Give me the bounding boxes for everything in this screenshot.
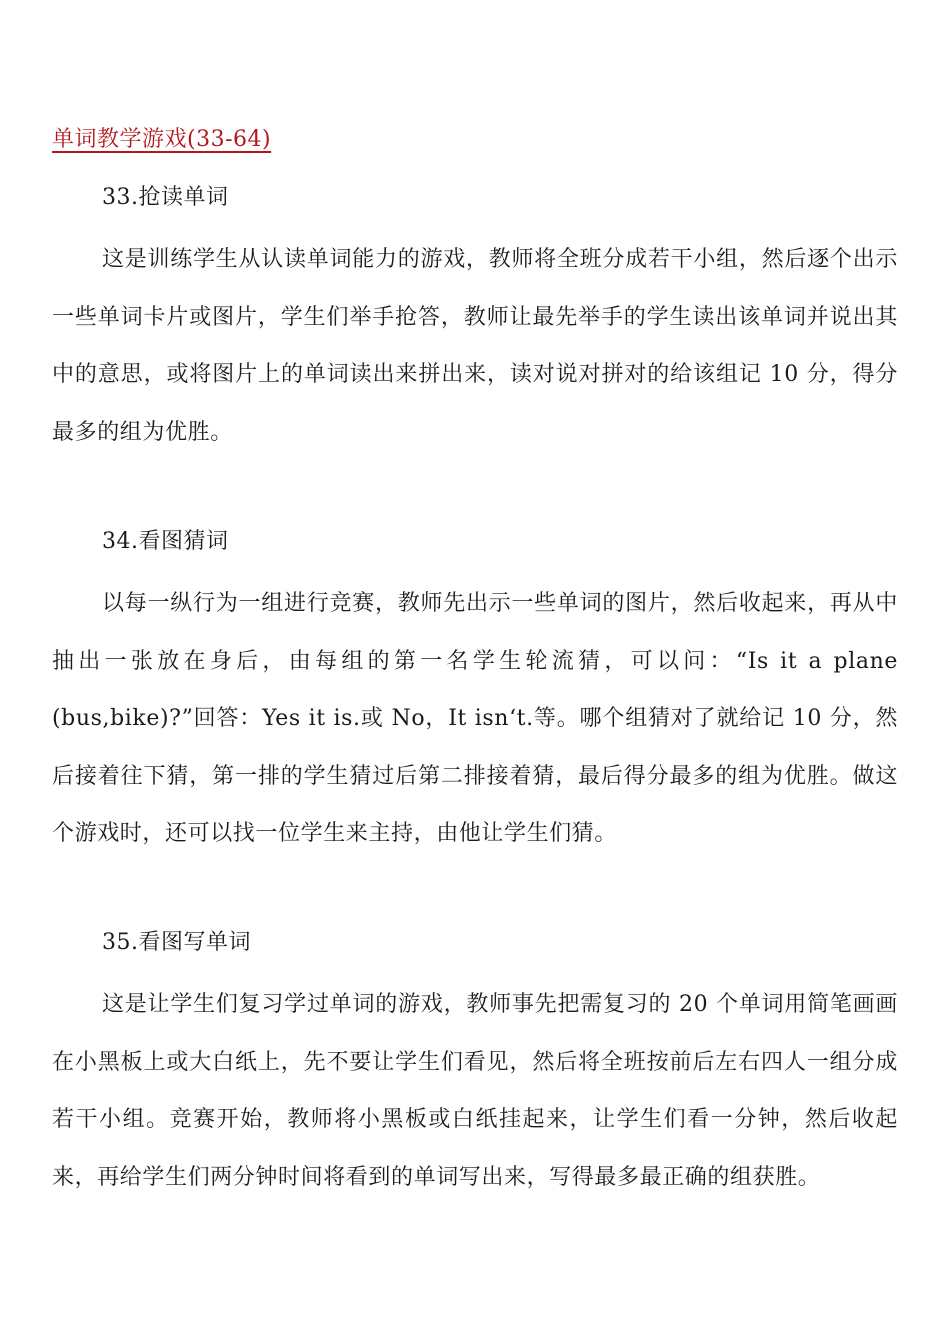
section-body: 以每一纵行为一组进行竞赛，教师先出示一些单词的图片，然后收起来，再从中抽出一张放在身后，由每组的第一名学生轮流猜，可以问：“Is it a plane (bus,bike)?”回答：Yes it is.或 No，It isn‘t.等。哪个组猜对了就给记 10 分，然后接着往下猜，第一排的学生猜过后第二排接着猜，最后得分最多的组为优胜。做这个游戏时，还可以找一位学生来主持，由他让学生们猜。	[52, 591, 898, 846]
section-33	[52, 180, 898, 461]
section-34	[52, 524, 898, 863]
section-35	[52, 925, 898, 1206]
document-title: 单词教学游戏(33-64)	[52, 127, 272, 152]
section-heading: 34.看图猜词	[102, 529, 229, 554]
section-body: 这是让学生们复习学过单词的游戏，教师事先把需复习的 20 个单词用简笔画画在小黑板上或大白纸上，先不要让学生们看见，然后将全班按前后左右四人一组分成若干小组。竞赛开始，教师将小黑板或白纸挂起来，让学生们看一分钟，然后收起来，再给学生们两分钟时间将看到的单词写出来，写得最多最正确的组获胜。	[52, 992, 898, 1190]
section-heading: 33.抢读单词	[102, 185, 229, 210]
section-body: 这是训练学生从认读单词能力的游戏，教师将全班分成若干小组，然后逐个出示一些单词卡片或图片，学生们举手抢答，教师让最先举手的学生读出该单词并说出其中的意思，或将图片上的单词读出来拼出来，读对说对拼对的给该组记 10 分，得分最多的组为优胜。	[52, 247, 898, 445]
section-heading: 35.看图写单词	[102, 930, 251, 955]
